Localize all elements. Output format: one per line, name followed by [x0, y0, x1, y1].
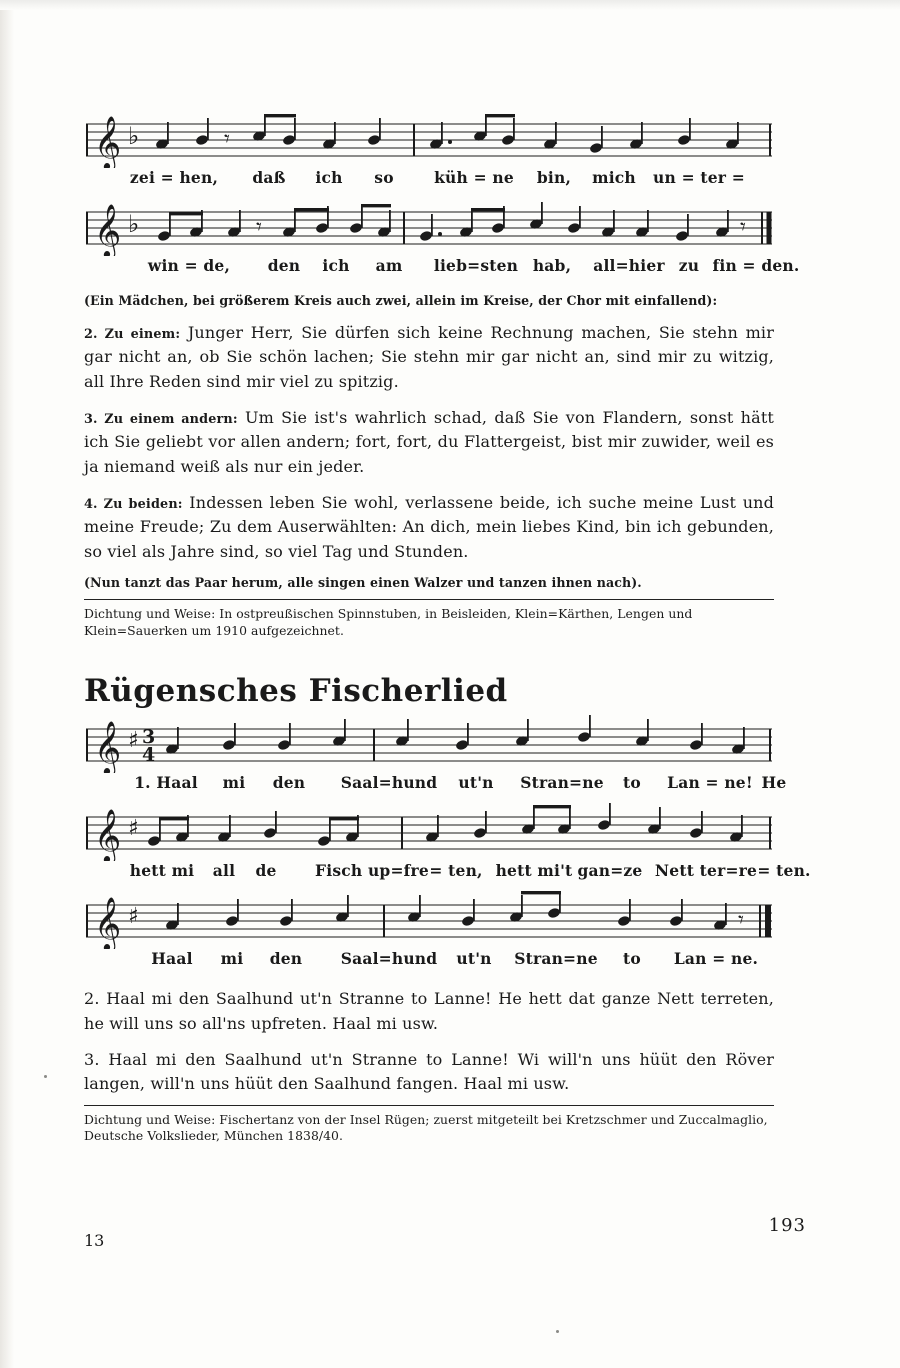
- svg-text:𝄾: 𝄾: [740, 215, 746, 240]
- song2-staff-2: [84, 803, 811, 887]
- verse-text: Haal mi den Saalhund ut'n Stranne to Lanne! He hett dat ganze Nett terreten, he will uns so all'ns upfreten. Haal mi usw.: [84, 989, 774, 1033]
- lyric-syllable: fin = den.: [712, 256, 800, 275]
- lyric-syllable: all=hier: [593, 256, 665, 275]
- lyric-syllable: mi: [222, 773, 246, 793]
- verse-lead: 4. Zu beiden:: [84, 496, 183, 512]
- lyric-syllable: 1. Haal: [134, 773, 198, 793]
- music-staff: [84, 110, 774, 168]
- lyric-syllable: Stran=ne: [520, 773, 604, 793]
- lyric-syllable: lieb=sten: [433, 256, 519, 275]
- lyric-syllable: hett mi: [129, 861, 195, 881]
- lyric-syllable: hab,: [532, 256, 572, 275]
- verse-lead: 3. Zu einem andern:: [84, 411, 238, 427]
- stage-direction-1: (Ein Mädchen, bei größerem Kreis auch zwei, allein im Kreise, der Chor mit einfallend):: [84, 293, 718, 308]
- lyric-syllable: gan=ze: [577, 861, 643, 881]
- svg-text:4: 4: [142, 744, 156, 767]
- song2-title: Rügensches Fischerlied: [84, 673, 508, 710]
- lyric-syllable: to: [623, 773, 641, 793]
- song2-verse-3: [84, 1048, 774, 1097]
- lyric-syllable: Lan = ne!: [667, 773, 753, 793]
- svg-text:𝄞: 𝄞: [94, 808, 122, 862]
- svg-text:𝄞: 𝄞: [94, 720, 122, 774]
- verse-lead: 2.: [84, 989, 100, 1009]
- lyric-syllable: mi: [220, 949, 244, 969]
- lyric-syllable: ut'n: [458, 773, 494, 793]
- stage-direction-2: (Nun tanzt das Paar herum, alle singen einen Walzer und tanzen ihnen nach).: [84, 574, 642, 590]
- music-staff: [84, 198, 774, 256]
- verse-4: [84, 491, 774, 564]
- verse-lead: 2. Zu einem:: [84, 327, 181, 342]
- lyric-syllable: den: [269, 949, 303, 969]
- lyric-syllable: den: [267, 256, 301, 275]
- verse-text: Indessen leben Sie wohl, verlassene beide, ich suche meine Lust und meine Freude; Zu dem Auserwählten: An dich, mein liebes Kind, bin ich gebunden, so viel als Jahre sind, so viel Tag und Stunden.: [84, 492, 774, 561]
- staff-lyrics: [84, 168, 774, 194]
- song2-verse-2: [84, 987, 774, 1036]
- lyric-syllable: Saal=hund: [340, 949, 438, 969]
- lyric-syllable: hett mi't: [495, 861, 573, 881]
- page-edge-shadow: [0, 0, 14, 1368]
- song2-staff-3: [84, 891, 774, 975]
- staff-lyrics: [84, 256, 800, 282]
- lyric-syllable: zu: [678, 256, 700, 275]
- verse-2: [84, 321, 774, 394]
- svg-text:𝄞: 𝄞: [94, 203, 122, 256]
- staff-lyrics: [84, 949, 774, 975]
- verse-text: Um Sie ist's wahrlich schad, daß Sie von Flandern, sonst hätt ich Sie geliebt vor allen andern; fort, fort, du Flattergeist, bist mir zuwider, weil es ja niemand weiß als nur ein jeder.: [84, 407, 774, 476]
- staff-lyrics: [84, 773, 787, 799]
- lyric-syllable: Saal=hund: [340, 773, 438, 793]
- music-staff: [84, 715, 774, 773]
- song2-source-note: Dichtung und Weise: Fischertanz von der Insel Rügen; zuerst mitgeteilt bei Kretzschmer und Zuccalmaglio, Deutsche Volkslieder, München 1838/40.: [84, 1105, 774, 1145]
- staff-lyrics: [84, 861, 811, 887]
- lyric-syllable: Lan = ne.: [673, 949, 759, 969]
- song1-source-note: Dichtung und Weise: In ostpreußischen Spinnstuben, in Beisleiden, Klein=Kärthen, Lengen und Klein=Sauerken um 1910 aufgezeichnet.: [84, 599, 774, 639]
- scan-speck: [556, 1330, 559, 1333]
- lyric-syllable: = ten.: [757, 861, 811, 881]
- page-content: [84, 110, 811, 1157]
- music-staff: [84, 803, 774, 861]
- svg-text:♭: ♭: [128, 122, 140, 150]
- song1-staff-2: [84, 198, 800, 282]
- svg-text:♯: ♯: [128, 904, 139, 930]
- lyric-syllable: ich: [315, 168, 343, 187]
- verse-3: [84, 406, 774, 479]
- lyric-syllable: am: [375, 256, 403, 275]
- lyric-syllable: Fisch up=fre: [315, 861, 429, 881]
- lyric-syllable: daß: [252, 168, 286, 187]
- lyric-syllable: ich: [322, 256, 350, 275]
- lyric-syllable: ut'n: [456, 949, 492, 969]
- svg-text:♭: ♭: [128, 210, 140, 238]
- lyric-syllable: küh = ne: [434, 168, 514, 187]
- svg-text:𝄞: 𝄞: [94, 115, 122, 168]
- lyric-syllable: = ten,: [429, 861, 483, 881]
- lyric-syllable: He: [761, 773, 787, 793]
- lyric-syllable: den: [272, 773, 306, 793]
- lyric-syllable: Nett ter=re: [654, 861, 758, 881]
- lyric-syllable: un = ter =: [653, 168, 745, 187]
- svg-text:𝄾: 𝄾: [224, 127, 230, 152]
- lyric-syllable: win = de,: [147, 256, 231, 275]
- scan-speck: [44, 1075, 47, 1078]
- verse-text: Junger Herr, Sie dürfen sich keine Rechnung machen, Sie stehn mir gar nicht an, ob Sie schön lachen; Sie stehn mir gar nicht an, sind mir zu witzig, all Ihre Reden sind mir viel zu spitzig.: [84, 323, 774, 391]
- music-staff: [84, 891, 774, 949]
- svg-text:♯: ♯: [128, 728, 139, 754]
- svg-text:𝄾: 𝄾: [256, 215, 262, 240]
- lyric-syllable: Stran=ne: [514, 949, 598, 969]
- lyric-syllable: de: [255, 861, 277, 881]
- svg-text:3: 3: [142, 726, 156, 749]
- svg-text:𝄾: 𝄾: [738, 908, 744, 934]
- lyric-syllable: so: [374, 168, 394, 187]
- song1-staff-1: [84, 110, 774, 194]
- verse-lead: 3.: [84, 1049, 100, 1069]
- lyric-syllable: zei = hen,: [129, 168, 219, 187]
- page-top-shadow: [0, 0, 900, 10]
- lyric-syllable: to: [623, 949, 641, 969]
- lyric-syllable: bin,: [536, 168, 572, 187]
- page-number: 193: [768, 1215, 806, 1236]
- song2-staff-1: [84, 715, 787, 799]
- verse-text: Haal mi den Saalhund ut'n Stranne to Lanne! Wi will'n uns hüüt den Röver langen, will'n uns hüüt den Saalhund fangen. Haal mi usw.: [84, 1049, 774, 1094]
- svg-text:♯: ♯: [128, 816, 139, 842]
- lyric-syllable: all: [212, 861, 236, 881]
- lyric-syllable: mich: [592, 168, 636, 187]
- signature-mark: 13: [84, 1231, 105, 1250]
- lyric-syllable: Haal: [151, 949, 193, 969]
- svg-text:𝄞: 𝄞: [94, 896, 122, 950]
